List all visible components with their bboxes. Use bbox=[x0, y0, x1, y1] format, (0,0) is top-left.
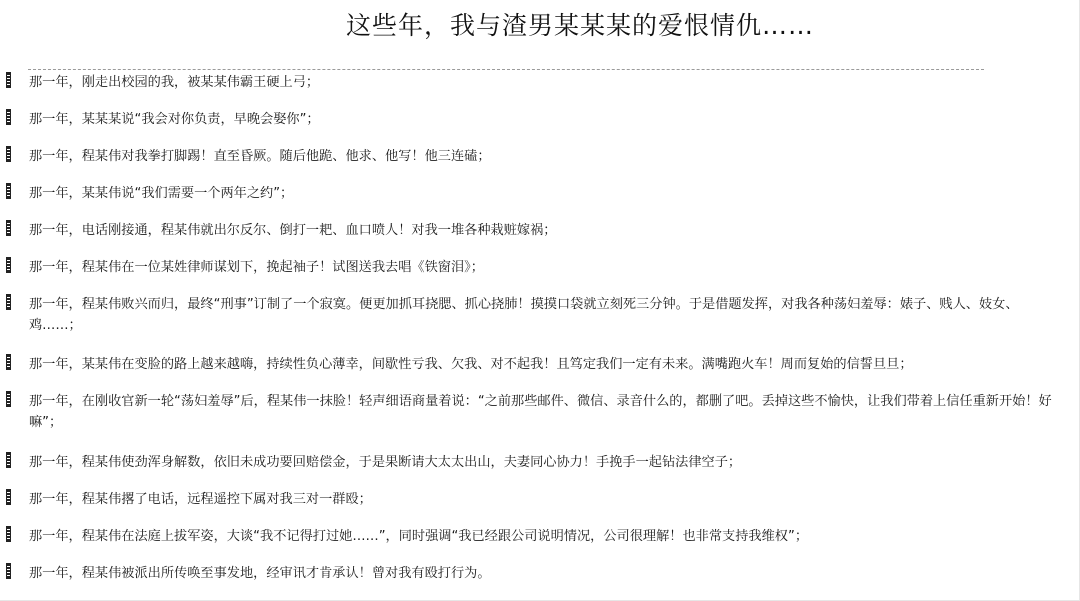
list-item-text: 那一年，某某伟说“我们需要一个两年之约”； bbox=[29, 186, 294, 201]
bullet-icon bbox=[6, 489, 11, 505]
bullet-icon bbox=[6, 452, 11, 468]
list-item-text: 那一年，某某某说“我会对你负责，早晚会娶你”； bbox=[29, 112, 320, 127]
list-item-text: 那一年，某某伟在变脸的路上越来越嗨，持续性负心薄幸，间歇性亏我、欠我、对不起我！且笃定我们一定有未来。满嘴跑火车！周而复始的信誓旦旦； bbox=[29, 357, 913, 372]
bullet-icon bbox=[6, 183, 11, 199]
bullet-icon bbox=[6, 526, 11, 542]
list-item-text: 那一年，程某伟撂了电话，远程遥控下属对我三对一群殴； bbox=[29, 492, 372, 507]
dashed-divider bbox=[28, 69, 984, 70]
list-item-text: 那一年，在刚收官新一轮“荡妇羞辱”后，程某伟一抹脸！轻声细语商量着说：“之前那些邮件、微信、录音什么的，都删了吧。丢掉这些不愉快，让我们带着上信任重新开始！好嘛”； bbox=[29, 394, 1052, 430]
bullet-icon bbox=[6, 354, 11, 370]
list-item-text: 那一年，程某伟在一位某姓律师谋划下，挽起袖子！试图送我去唱《铁窗泪》； bbox=[29, 260, 484, 275]
bullet-icon bbox=[6, 72, 11, 88]
list-item-text: 那一年，程某伟对我拳打脚踢！直至昏厥。随后他跪、他求、他写！他三连磕； bbox=[29, 149, 491, 164]
bullet-icon bbox=[6, 391, 11, 407]
list-item-text: 那一年，程某伟在法庭上拔军姿，大谈“我不记得打过她……”，同时强调“我已经跟公司说明情况，公司很理解！也非常支持我维权”； bbox=[29, 529, 809, 544]
bullet-icon bbox=[6, 294, 11, 310]
list-item-text: 那一年，电话刚接通，程某伟就出尔反尔、倒打一耙、血口喷人！对我一堆各种栽赃嫁祸； bbox=[29, 223, 557, 238]
bullet-icon bbox=[6, 220, 11, 236]
bullet-icon bbox=[6, 257, 11, 273]
list-item-text: 那一年，刚走出校园的我，被某某伟霸王硬上弓； bbox=[29, 75, 320, 90]
bullet-icon bbox=[6, 146, 11, 162]
page-title: 这些年，我与渣男某某某的爱恨情仇…… bbox=[345, 11, 814, 40]
list-item-text: 那一年，程某伟使劲浑身解数，依旧未成功要回赔偿金，于是果断请大太太出山，夫妻同心协力！手挽手一起钻法律空子； bbox=[29, 455, 742, 470]
list-item-text: 那一年，程某伟败兴而归，最终“刑事”订制了一个寂寞。便更加抓耳挠腮、抓心挠肺！摸摸口袋就立刻死三分钟。于是借题发挥，对我各种荡妇羞辱：婊子、贱人、妓女、鸡……； bbox=[29, 297, 1019, 333]
list-item-text: 那一年，程某伟被派出所传唤至事发地，经审讯才肯承认！曾对我有殴打行为。 bbox=[29, 566, 491, 581]
bullet-icon bbox=[6, 563, 11, 579]
bullet-icon bbox=[6, 109, 11, 125]
